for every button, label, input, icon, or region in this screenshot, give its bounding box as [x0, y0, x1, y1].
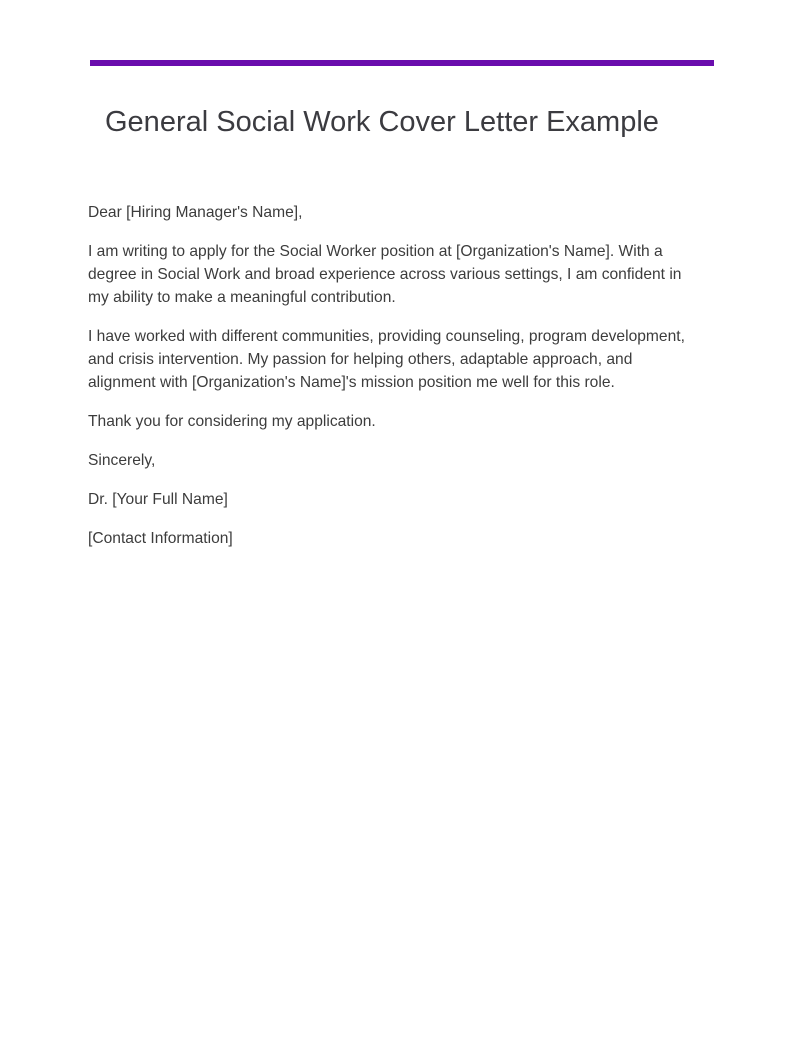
- paragraph-experience: I have worked with different communities, providing counseling, program development, and crisis intervention. My passion for helping others, adaptable approach, and alignment with [Organization's Name]'s mission position me well for this role.: [88, 328, 685, 391]
- document-title: General Social Work Cover Letter Example: [105, 106, 659, 138]
- paragraph-intro: I am writing to apply for the Social Worker position at [Organization's Name]. With a degree in Social Work and broad experience across various settings, I am confident in my ability to make a meaningful contribution.: [88, 243, 682, 306]
- signature-name: Dr. [Your Full Name]: [88, 491, 228, 508]
- letter-body: [88, 201, 688, 566]
- closing: Sincerely,: [88, 452, 156, 469]
- salutation: Dear [Hiring Manager's Name],: [88, 204, 303, 221]
- contact-information: [Contact Information]: [88, 530, 233, 547]
- accent-bar: [90, 60, 714, 66]
- paragraph-thanks: Thank you for considering my application.: [88, 413, 376, 430]
